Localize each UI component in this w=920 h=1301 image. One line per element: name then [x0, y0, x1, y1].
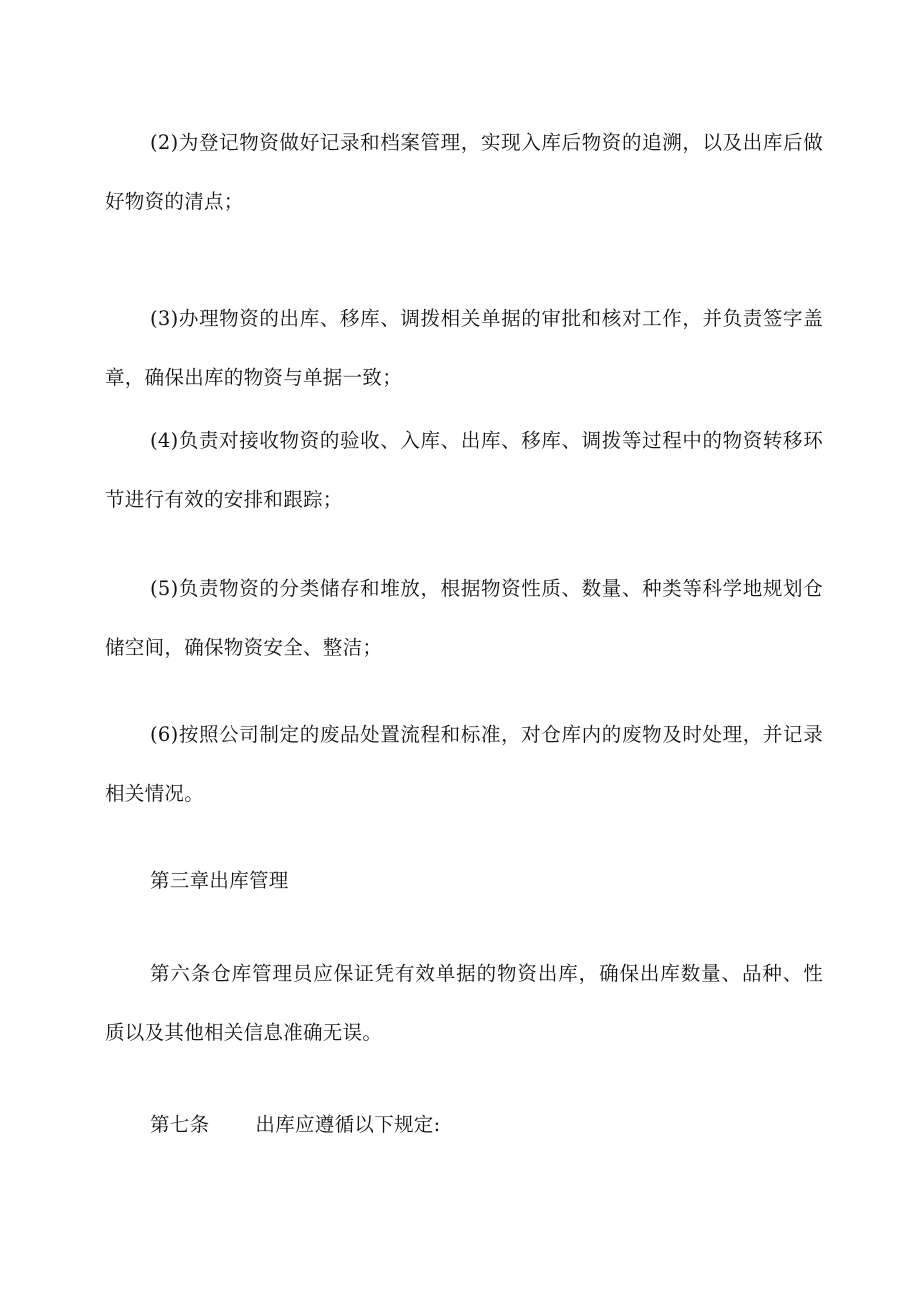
duty-item-6: (6)按照公司制定的废品处置流程和标准，对仓库内的废物及时处理，并记录相关情况。	[105, 723, 823, 805]
duty-item-5: (5)负责物资的分类储存和堆放，根据物资性质、数量、种类等科学地规划仓储空间，确保物资安全、整洁；	[105, 577, 823, 659]
chapter-heading: 第三章出库管理	[150, 869, 289, 892]
duty-item-3: (3)办理物资的出库、移库、调拨相关单据的审批和核对工作，并负责签字盖章，确保出库的物资与单据一致；	[105, 307, 823, 389]
duty-item-2: (2)为登记物资做好记录和档案管理，实现入库后物资的追溯，以及出库后做好物资的清点；	[105, 131, 823, 213]
article-6: 第六条仓库管理员应保证凭有效单据的物资出库，确保出库数量、品种、性质以及其他相关信息准确无误。	[105, 962, 823, 1044]
article-7-text: 出库应遵循以下规定:	[255, 1113, 441, 1136]
article-7-label: 第七条	[150, 1113, 210, 1136]
duty-item-4: (4)负责对接收物资的验收、入库、出库、移库、调拨等过程中的物资转移环节进行有效的安排和跟踪；	[105, 429, 823, 511]
article-7	[105, 1095, 823, 1154]
